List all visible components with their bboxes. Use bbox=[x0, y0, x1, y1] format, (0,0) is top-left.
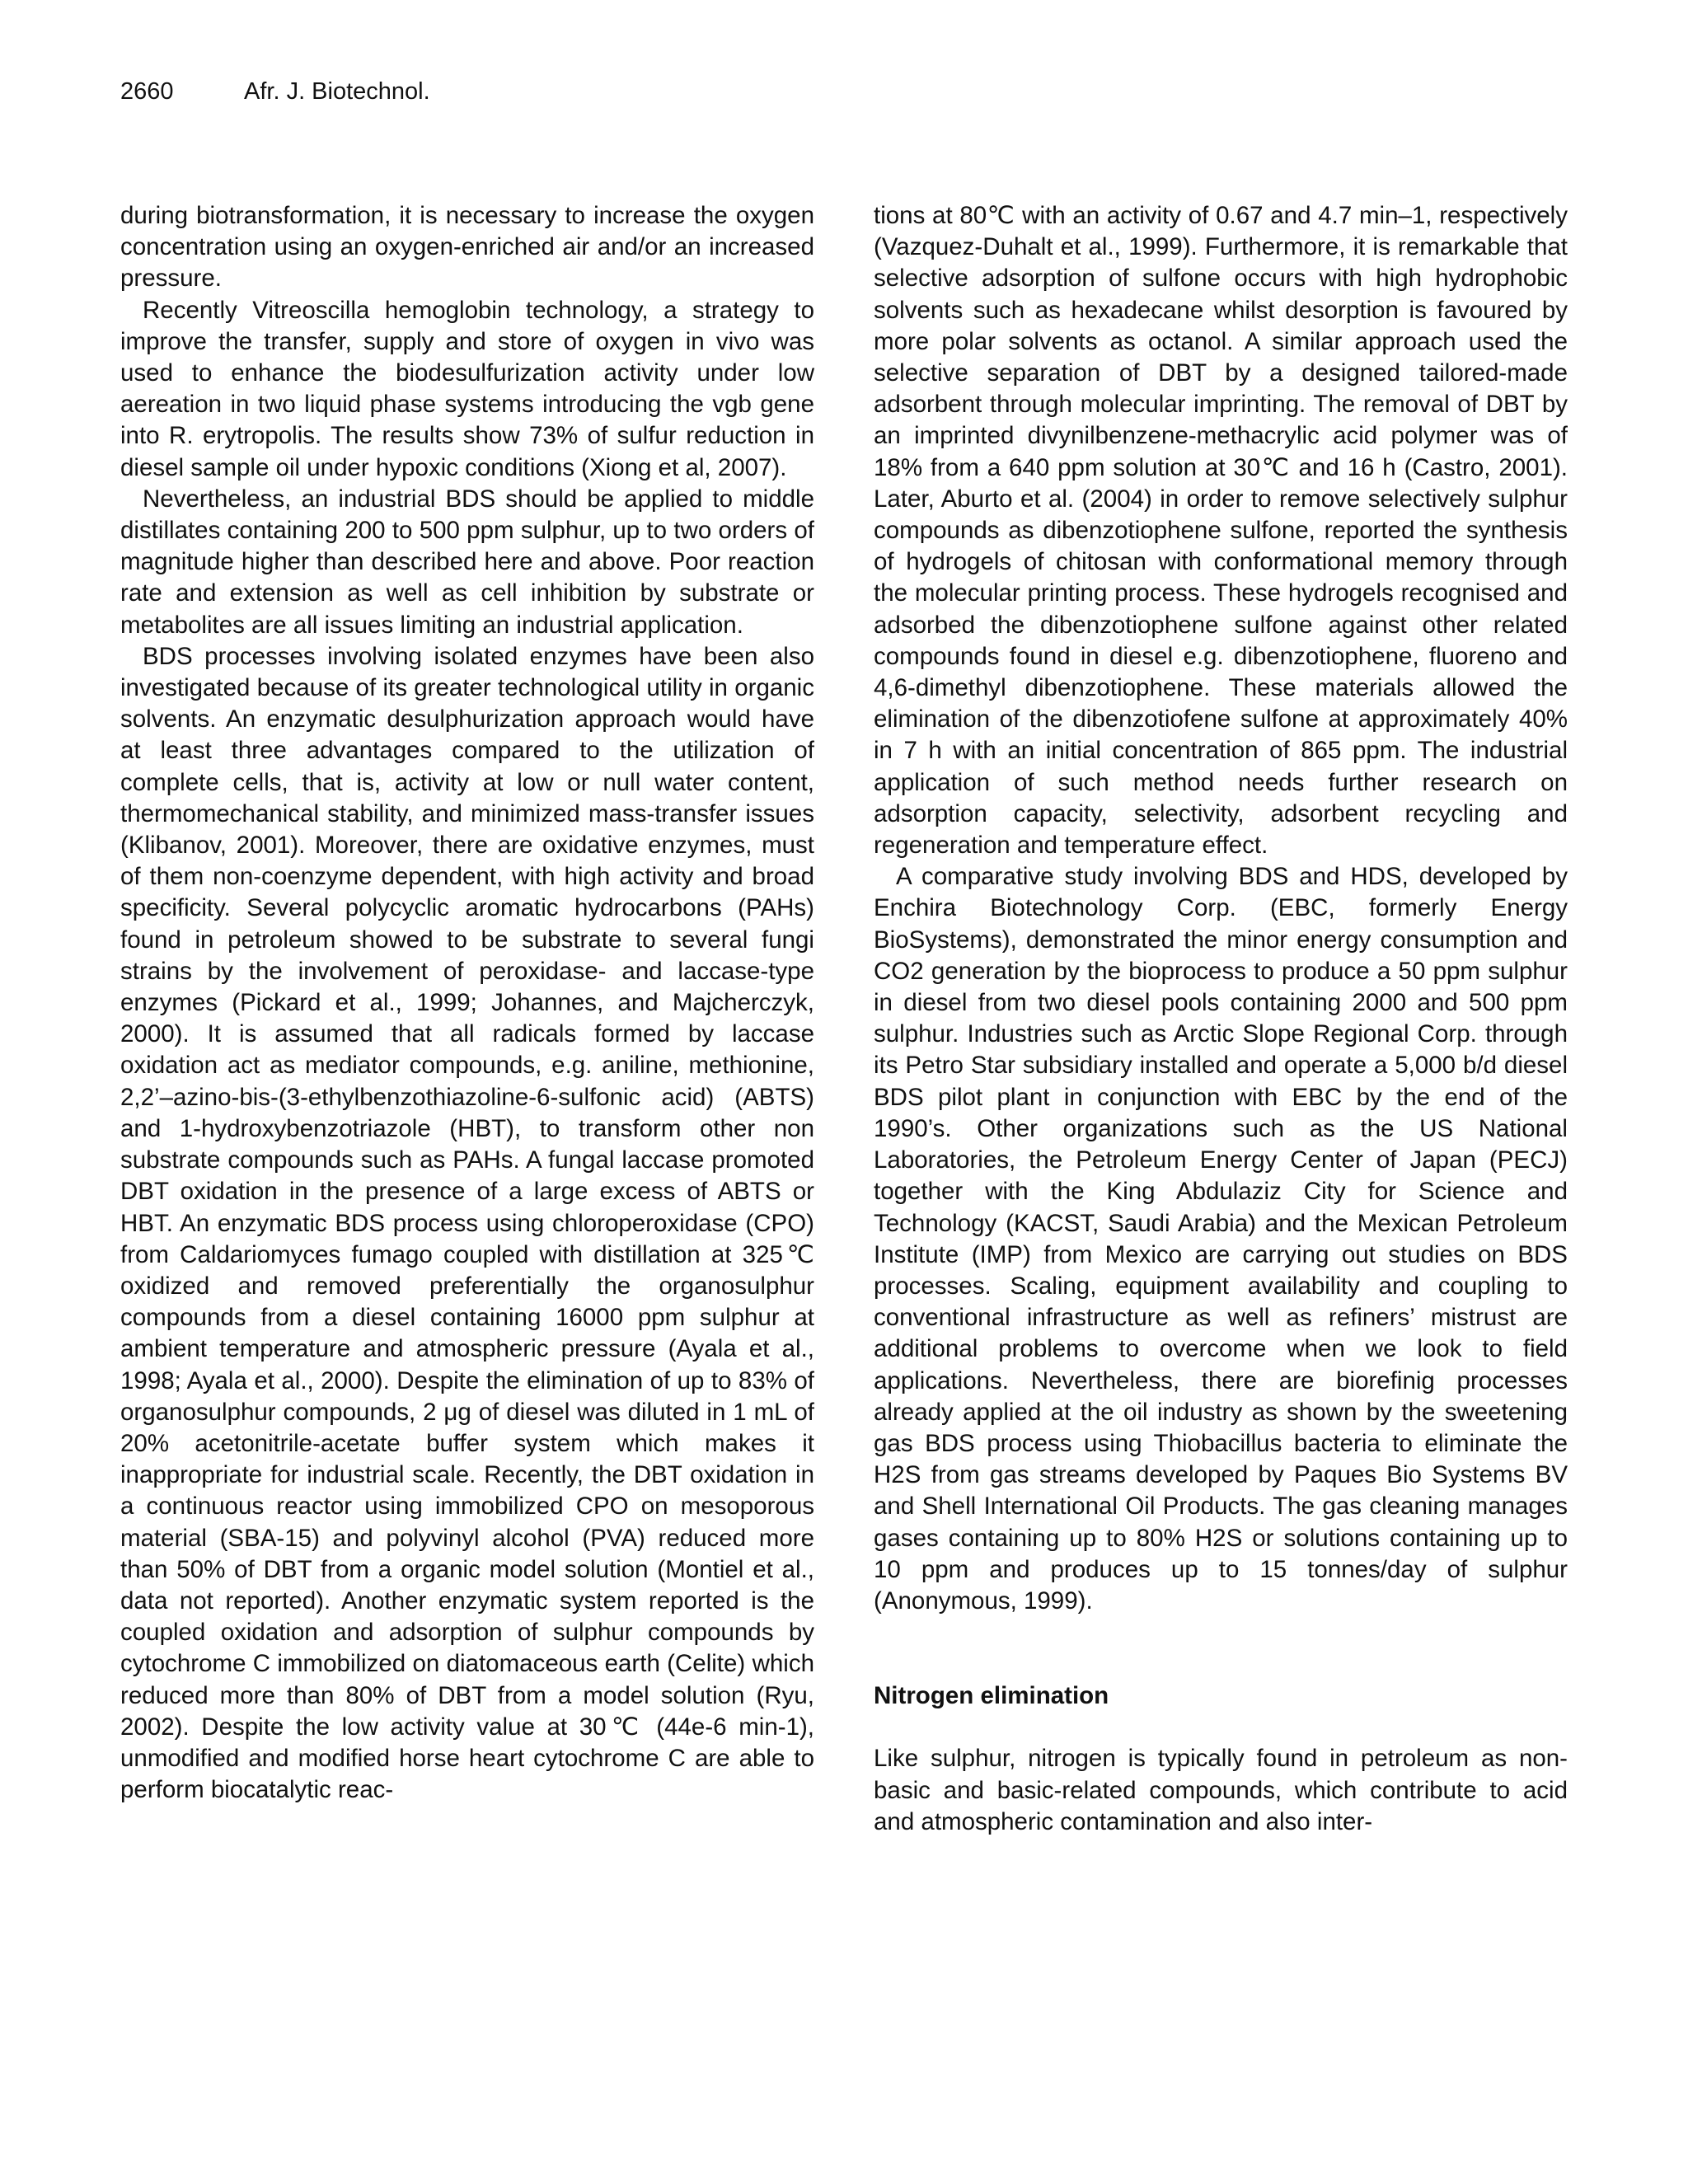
paragraph: tions at 80℃ with an activity of 0.67 and 4.7 min–1, respectively (Vazquez-Duhalt et al., 1999). Furthermore, it is remarkable that selective adsorption of sulfone occurs with high hydrophobic solvents such as hexadecane whilst desorption is favoured by more polar solvents as octanol. A similar approach used the selective separation of DBT by a designed tailored-made adsorbent through molecular imprinting. The removal of DBT by an imprinted divynilbenzene-methacrylic acid polymer was of 18% from a 640 ppm solution at 30℃ and 16 h (Castro, 2001). Later, Aburto et al. (2004) in order to remove selectively sulphur compounds as dibenzotiophene sulfone, reported the synthesis of hydrogels of chitosan with conformational memory through the molecular printing process. These hydrogels recognised and adsorbed the dibenzotiophene sulfone against other related compounds found in diesel e.g. dibenzotiophene, fluoreno and 4,6-dimethyl dibenzotiophene. These materials allowed the elimination of the dibenzotiofene sulfone at approximately 40% in 7 h with an initial concentration of 865 ppm. The industrial application of such method needs further research on adsorption capacity, selectivity, adsorbent recycling and regeneration and temperature effect. bbox=[874, 202, 1568, 860]
paragraph: A comparative study involving BDS and HDS, developed by Enchira Biotechnology Corp. (EBC, formerly Energy BioSystems), demonstrated the minor energy consumption and CO2 generation by the bioprocess to produce a 50 ppm sulphur in diesel from two diesel pools containing 2000 and 500 ppm sulphur. Industries such as Arctic Slope Regional Corp. through its Petro Star subsidiary installed and operate a 5,000 b/d diesel BDS pilot plant in conjunction with EBC by the end of the 1990’s. Other organizations such as the US National Laboratories, the Petroleum Energy Center of Japan (PECJ) together with the King Abdulaziz City for Science and Technology (KACST, Saudi Arabia) and the Mexican Petroleum Institute (IMP) from Mexico are carrying out studies on BDS processes. Scaling, equipment availability and coupling to conventional infrastructure as well as refiners’ mistrust are additional problems to overcome when we look to field applications. Nevertheless, there are biorefinig processes already applied at the oil industry as shown by the sweetening gas BDS process using Thiobacillus bacteria to eliminate the H2S from gas streams developed by Paques Bio Systems BV and Shell International Oil Products. The gas cleaning manages gases containing up to 80% H2S or solutions containing up to 10 ppm and produces up to 15 tonnes/day of sulphur (Anonymous, 1999). bbox=[874, 863, 1568, 1615]
section-heading: Nitrogen elimination bbox=[874, 1682, 1109, 1710]
paragraph: BDS processes involving isolated enzymes have been also investigated because of its greater technological utility in organic solvents. An enzymatic desulphurization approach would have at least three advantages compared to the utilization of complete cells, that is, activity at low or null water content, thermomechanical stability, and minimized mass-transfer issues (Klibanov, 2001). Moreover, there are oxidative enzymes, must of them non-coenzyme dependent, with high activity and broad specificity. Several polycyclic aromatic hydrocarbons (PAHs) found in petroleum showed to be substrate to several fungi strains by the involvement of peroxidase- and laccase-type enzymes (Pickard et al., 1999; Johannes, and Majcherczyk, 2000). It is assumed that all radicals formed by laccase oxidation act as mediator compounds, e.g. aniline, methionine, 2,2’–azino-bis-(3-ethylbenzothiazoline-6-sulfonic acid) (ABTS) and 1-hydroxybenzotriazole (HBT), to transform other non substrate compounds such as PAHs. A fungal laccase promoted DBT oxidation in the presence of a large excess of ABTS or HBT. An enzymatic BDS process using chloroperoxidase (CPO) from Caldariomyces fumago coupled with distillation at 325℃ oxidized and removed preferentially the organosulphur compounds from a diesel containing 16000 ppm sulphur at ambient temperature and atmospheric pressure (Ayala et al., 1998; Ayala et al., 2000). Despite the elimination of up to 83% of organosulphur compounds, 2 μg of diesel was diluted in 1 mL of 20% acetonitrile-acetate buffer system which makes it inappropriate for industrial scale. Recently, the DBT oxidation in a continuous reactor using immobilized CPO on mesoporous material (SBA-15) and polyvinyl alcohol (PVA) reduced more than 50% of DBT from a organic model solution (Montiel et al., data not reported). Another enzymatic system reported is the coupled oxidation and adsorption of sulphur compounds by cytochrome C immobilized on diatomaceous earth (Celite) which reduced more than 80% of DBT from a model solution (Ryu, 2002). Despite the low activity value at 30℃ (44e-6 min-1), unmodified and modified horse heart cytochrome C are able to perform biocatalytic reac- bbox=[120, 642, 814, 1804]
right-column bbox=[874, 200, 1568, 1838]
paragraph: during biotransformation, it is necessary to increase the oxygen concentration using an oxygen-enriched air and/or an increased pressure. bbox=[120, 202, 814, 293]
page-number: 2660 bbox=[120, 78, 174, 105]
paragraph: Recently Vitreoscilla hemoglobin technology, a strategy to improve the transfer, supply and store of oxygen in vivo was used to enhance the biodesulfurization activity under low aereation in two liquid phase systems introducing the vgb gene into R. erytropolis. The results show 73% of sulfur reduction in diesel sample oil under hypoxic conditions (Xiong et al, 2007). bbox=[120, 296, 814, 481]
running-header bbox=[120, 78, 430, 105]
journal-name: Afr. J. Biotechnol. bbox=[244, 78, 430, 105]
paragraph: Like sulphur, nitrogen is typically found in petroleum as non-basic and basic-related compounds, which contribute to acid and atmospheric contamination and also inter- bbox=[874, 1745, 1568, 1835]
paragraph: Nevertheless, an industrial BDS should be applied to middle distillates containing 200 to 500 ppm sulphur, up to two orders of magnitude higher than described here and above. Poor reaction rate and extension as well as cell inhibition by substrate or metabolites are all issues limiting an industrial application. bbox=[120, 485, 814, 639]
left-column bbox=[120, 200, 814, 1806]
